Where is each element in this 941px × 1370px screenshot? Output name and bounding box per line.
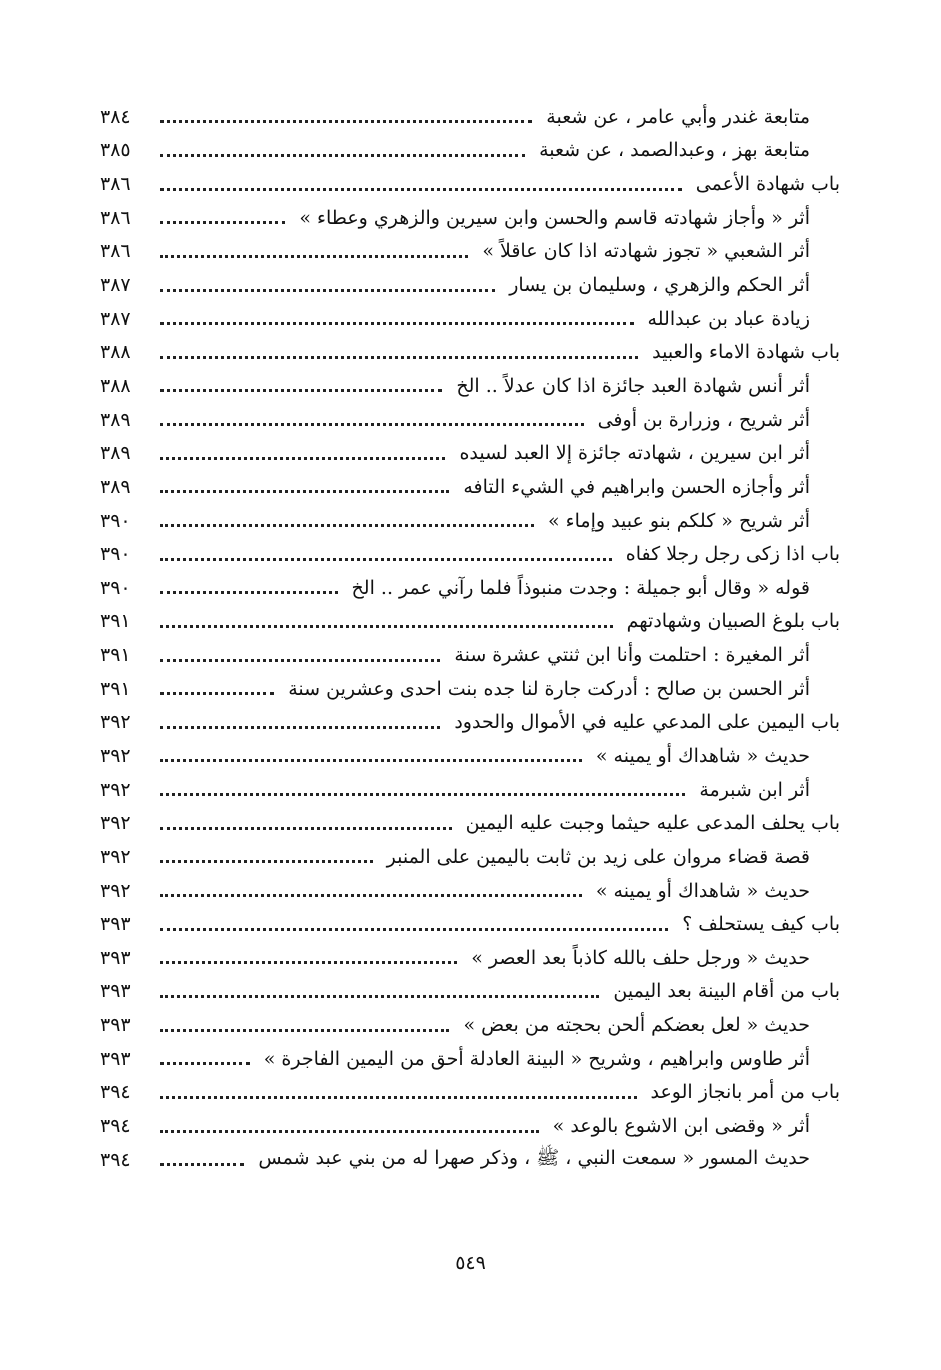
toc-entry-page: ٣٩٣ (100, 1047, 131, 1070)
toc-entry-title: باب من أمر بانجاز الوعد (650, 1081, 840, 1104)
toc-entry-title: باب اليمين على المدعي عليه في الأموال والحدود (454, 711, 840, 734)
toc-entry-title: باب شهادة الأعمى (695, 173, 840, 196)
toc-entry-page: ٣٨٩ (100, 408, 131, 431)
dot-leader (160, 188, 682, 191)
toc-entry-title: متابعة غندر وأبي عامر ، عن شعبة (546, 105, 810, 128)
toc-entry-page: ٣٩١ (100, 677, 131, 700)
toc-entry-page: ٣٨٦ (100, 173, 131, 196)
toc-entry-title: زيادة عباد بن عبدالله (647, 307, 810, 330)
dot-leader (160, 1163, 244, 1166)
dot-leader (160, 154, 525, 157)
toc-entry (100, 369, 840, 403)
toc-entry-title: أثر « وقضى ابن الاشوع بالوعد » (552, 1115, 810, 1138)
toc-entry-page: ٣٨٦ (100, 240, 131, 263)
toc-entry-page: ٣٩٤ (100, 1148, 131, 1171)
toc-entry-title: قوله « وقال أبو جميلة : وجدت منبوذاً فلما رآني عمر .. الخ (351, 576, 810, 599)
toc-entry (100, 1143, 840, 1177)
dot-leader (160, 423, 584, 426)
toc-entry-page: ٣٨٨ (100, 374, 131, 397)
toc-entry-page: ٣٩٢ (100, 711, 131, 734)
toc-entry-title: أثر الحكم والزهري ، وسليمان بن يسار (509, 274, 810, 297)
toc-entry-page: ٣٨٧ (100, 274, 131, 297)
dot-leader (160, 759, 582, 762)
toc-entry-page: ٣٨٨ (100, 341, 131, 364)
toc-entry (100, 706, 840, 740)
dot-leader (160, 289, 495, 292)
toc-entry-page: ٣٩٢ (100, 845, 131, 868)
toc-entry-title: باب اذا زكى رجل رجلا كفاه (625, 543, 840, 566)
dot-leader (160, 995, 599, 998)
toc-entry (100, 672, 840, 706)
toc-entry-title: حديث « شاهداك أو يمينه » (595, 744, 810, 767)
dot-leader (160, 827, 452, 830)
toc-entry-page: ٣٩٢ (100, 812, 131, 835)
toc-entry (100, 134, 840, 168)
dot-leader (160, 389, 442, 392)
dot-leader (160, 692, 274, 695)
dot-leader (160, 524, 534, 527)
page-number: ٥٤٩ (455, 1252, 486, 1274)
toc-entry-page: ٣٩٠ (100, 576, 131, 599)
toc-entry (100, 167, 840, 201)
toc-entry-title: متابعة بهز ، وعبدالصمد ، عن شعبة (539, 139, 810, 162)
toc-entry-title: أثر شريح « كلكم بنو عبيد وإماء » (548, 509, 810, 532)
toc-entry-page: ٣٩٣ (100, 1014, 131, 1037)
toc-entry-title: باب شهادة الاماء والعبيد (652, 341, 840, 364)
toc-entry-page: ٣٩١ (100, 644, 131, 667)
dot-leader (160, 1130, 539, 1133)
dot-leader (160, 894, 582, 897)
toc-entry (100, 537, 840, 571)
toc-entry-title: باب كيف يستحلف ؟ (682, 913, 840, 936)
dot-leader (160, 726, 440, 729)
toc-entry-page: ٣٨٥ (100, 139, 131, 162)
toc-entry (100, 335, 840, 369)
toc-entry (100, 1008, 840, 1042)
toc-entry-page: ٣٩٣ (100, 980, 131, 1003)
toc-entry (100, 1042, 840, 1076)
toc-entry-page: ٣٩٢ (100, 744, 131, 767)
toc-entry-title: باب بلوغ الصبيان وشهادتهم (626, 610, 840, 633)
toc-entry-title: أثر وأجازه الحسن وابراهيم في الشيء التافه (463, 475, 810, 498)
toc-entry-title: حديث « ورجل حلف بالله كاذباً بعد العصر » (471, 946, 810, 969)
dot-leader (160, 860, 373, 863)
toc-entry-page: ٣٨٩ (100, 442, 131, 465)
dot-leader (160, 659, 440, 662)
toc-entry-title: باب من أقام البينة بعد اليمين (613, 980, 840, 1003)
dot-leader (160, 625, 613, 628)
toc-entry-title: حديث المسور « سمعت النبي ، ﷺ ، وذكر صهرا له من بني عبد شمس (258, 1146, 810, 1169)
toc-entry-page: ٣٩٣ (100, 913, 131, 936)
dot-leader (160, 356, 638, 359)
toc-entry-title: أثر طاوس وابراهيم ، وشريح « البينة العادلة أحق من اليمين الفاجرة » (263, 1047, 810, 1070)
toc-entry (100, 1109, 840, 1143)
dot-leader (160, 793, 685, 796)
table-of-contents (100, 100, 840, 1177)
dot-leader (160, 322, 634, 325)
toc-entry-page: ٣٩٢ (100, 879, 131, 902)
dot-leader (160, 558, 612, 561)
toc-entry (100, 941, 840, 975)
toc-entry-title: حديث « لعل بعضكم ألحن بحجته من بعض » (463, 1014, 810, 1037)
dot-leader (160, 1096, 637, 1099)
dot-leader (160, 255, 468, 258)
dot-leader (160, 221, 285, 224)
toc-entry-title: أثر شريح ، وزرارة بن أوفى (597, 408, 810, 431)
toc-entry (100, 907, 840, 941)
toc-entry (100, 302, 840, 336)
toc-entry (100, 470, 840, 504)
toc-entry-title: أثر المغيرة : احتلمت وأنا ابن ثنتي عشرة سنة (454, 644, 810, 667)
toc-entry (100, 403, 840, 437)
toc-entry (100, 201, 840, 235)
toc-entry (100, 100, 840, 134)
toc-entry (100, 773, 840, 807)
toc-entry-title: أثر ابن سيرين ، شهادته جائزة إلا العبد لسيده (459, 442, 810, 465)
toc-entry-page: ٣٨٧ (100, 307, 131, 330)
toc-entry-title: أثر « وأجاز شهادته قاسم والحسن وابن سيرين والزهري وعطاء » (299, 206, 810, 229)
dot-leader (160, 1029, 449, 1032)
toc-entry (100, 638, 840, 672)
toc-entry (100, 235, 840, 269)
toc-entry (100, 571, 840, 605)
toc-entry-title: قصة قضاء مروان على زيد بن ثابت باليمين على المنبر (386, 845, 810, 868)
toc-entry (100, 840, 840, 874)
toc-entry (100, 806, 840, 840)
toc-entry-page: ٣٩٤ (100, 1115, 131, 1138)
toc-entry-page: ٣٩٣ (100, 946, 131, 969)
dot-leader (160, 490, 449, 493)
dot-leader (160, 1062, 250, 1065)
toc-entry-page: ٣٩٠ (100, 509, 131, 532)
dot-leader (160, 928, 668, 931)
toc-entry-title: أثر الحسن بن صالح : أدركت جارة لنا جده بنت احدى وعشرين سنة (288, 677, 810, 700)
toc-entry-title: أثر الشعبي « تجوز شهادته اذا كان عاقلاً » (482, 240, 810, 263)
toc-entry-page: ٣٩٠ (100, 543, 131, 566)
toc-entry-page: ٣٩٢ (100, 778, 131, 801)
toc-entry (100, 874, 840, 908)
dot-leader (160, 120, 532, 123)
dot-leader (160, 591, 338, 594)
toc-entry (100, 504, 840, 538)
dot-leader (160, 961, 457, 964)
toc-entry-page: ٣٨٤ (100, 105, 131, 128)
toc-entry (100, 605, 840, 639)
toc-entry (100, 1076, 840, 1110)
toc-entry-page: ٣٩٤ (100, 1081, 131, 1104)
toc-entry (100, 268, 840, 302)
toc-entry-title: أثر أنس شهادة العبد جائزة اذا كان عدلاً .. الخ (456, 374, 810, 397)
toc-entry (100, 739, 840, 773)
toc-entry-title: باب يحلف المدعى عليه حيثما وجبت عليه اليمين (465, 812, 840, 835)
toc-entry-title: أثر ابن شبرمة (699, 778, 810, 801)
toc-entry-page: ٣٨٦ (100, 206, 131, 229)
toc-entry-page: ٣٩١ (100, 610, 131, 633)
toc-entry-page: ٣٨٩ (100, 475, 131, 498)
toc-entry (100, 436, 840, 470)
toc-entry-title: حديث « شاهداك أو يمينه » (595, 879, 810, 902)
dot-leader (160, 457, 445, 460)
toc-entry (100, 975, 840, 1009)
